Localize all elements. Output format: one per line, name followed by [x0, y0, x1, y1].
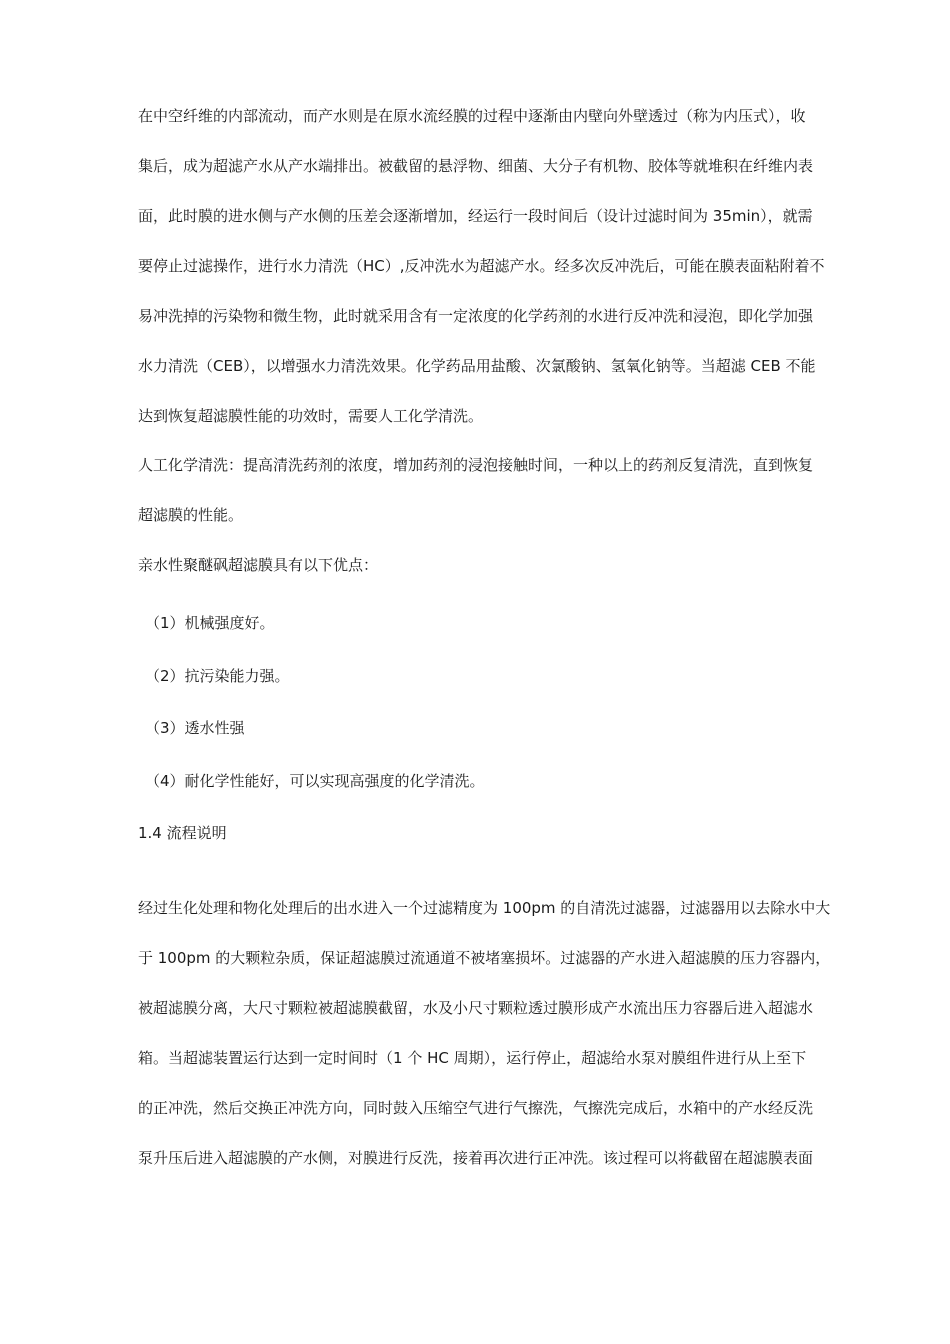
paragraph-line: 水力清洗（CEB），以增强水力清洗效果。化学药品用盐酸、次氯酸钠、氢氧化钠等。当超滤 CEB 不能	[138, 357, 816, 375]
advantage-item: （1）机械强度好。	[145, 614, 275, 632]
paragraph-line: 的正冲洗，然后交换正冲洗方向，同时鼓入压缩空气进行气擦洗，气擦洗完成后，水箱中的产水经反洗	[138, 1099, 814, 1117]
paragraph-line: 人工化学清洗：提高清洗药剂的浓度，增加药剂的浸泡接触时间，一种以上的药剂反复清洗，直到恢复	[138, 456, 814, 474]
advantage-item: （2）抗污染能力强。	[145, 667, 290, 685]
paragraph-process	[138, 883, 871, 1183]
paragraph-manual-cleaning	[138, 440, 871, 540]
paragraph-intro	[138, 91, 871, 441]
advantage-item: （4）耐化学性能好，可以实现高强度的化学清洗。	[145, 772, 485, 790]
paragraph-line: 在中空纤维的内部流动，而产水则是在原水流经膜的过程中逐渐由内壁向外壁透过（称为内压式），收	[138, 107, 806, 125]
paragraph-line: 于 100pm 的大颗粒杂质，保证超滤膜过流通道不被堵塞损坏。过滤器的产水进入超滤膜的压力容器内，	[138, 949, 831, 967]
paragraph-line: 泵升压后进入超滤膜的产水侧，对膜进行反洗，接着再次进行正冲洗。该过程可以将截留在超滤膜表面	[138, 1149, 814, 1167]
paragraph-line: 被超滤膜分离，大尺寸颗粒被超滤膜截留，水及小尺寸颗粒透过膜形成产水流出压力容器后进入超滤水	[138, 999, 814, 1017]
advantage-item: （3）透水性强	[145, 719, 245, 737]
paragraph-line: 面，此时膜的进水侧与产水侧的压差会逐渐增加，经运行一段时间后（设计过滤时间为 35min），就需	[138, 207, 813, 225]
advantages-intro: 亲水性聚醚砜超滤膜具有以下优点：	[138, 556, 379, 574]
paragraph-line: 集后，成为超滤产水从产水端排出。被截留的悬浮物、细菌、大分子有机物、胶体等就堆积在纤维内表	[138, 157, 814, 175]
paragraph-line: 经过生化处理和物化处理后的出水进入一个过滤精度为 100pm 的自清洗过滤器，过滤器用以去除水中大	[138, 899, 831, 917]
paragraph-line: 要停止过滤操作，进行水力清洗（HC）,反冲洗水为超滤产水。经多次反冲洗后，可能在膜表面粘附着不	[138, 257, 825, 275]
paragraph-line: 达到恢复超滤膜性能的功效时，需要人工化学清洗。	[138, 407, 484, 425]
paragraph-line: 超滤膜的性能。	[138, 506, 244, 524]
paragraph-line: 箱。当超滤装置运行达到一定时间时（1 个 HC 周期），运行停止，超滤给水泵对膜组件进行从上至下	[138, 1049, 807, 1067]
paragraph-line: 易冲洗掉的污染物和微生物，此时就采用含有一定浓度的化学药剂的水进行反冲洗和浸泡，即化学加强	[138, 307, 814, 325]
section-heading: 1.4 流程说明	[138, 824, 227, 842]
